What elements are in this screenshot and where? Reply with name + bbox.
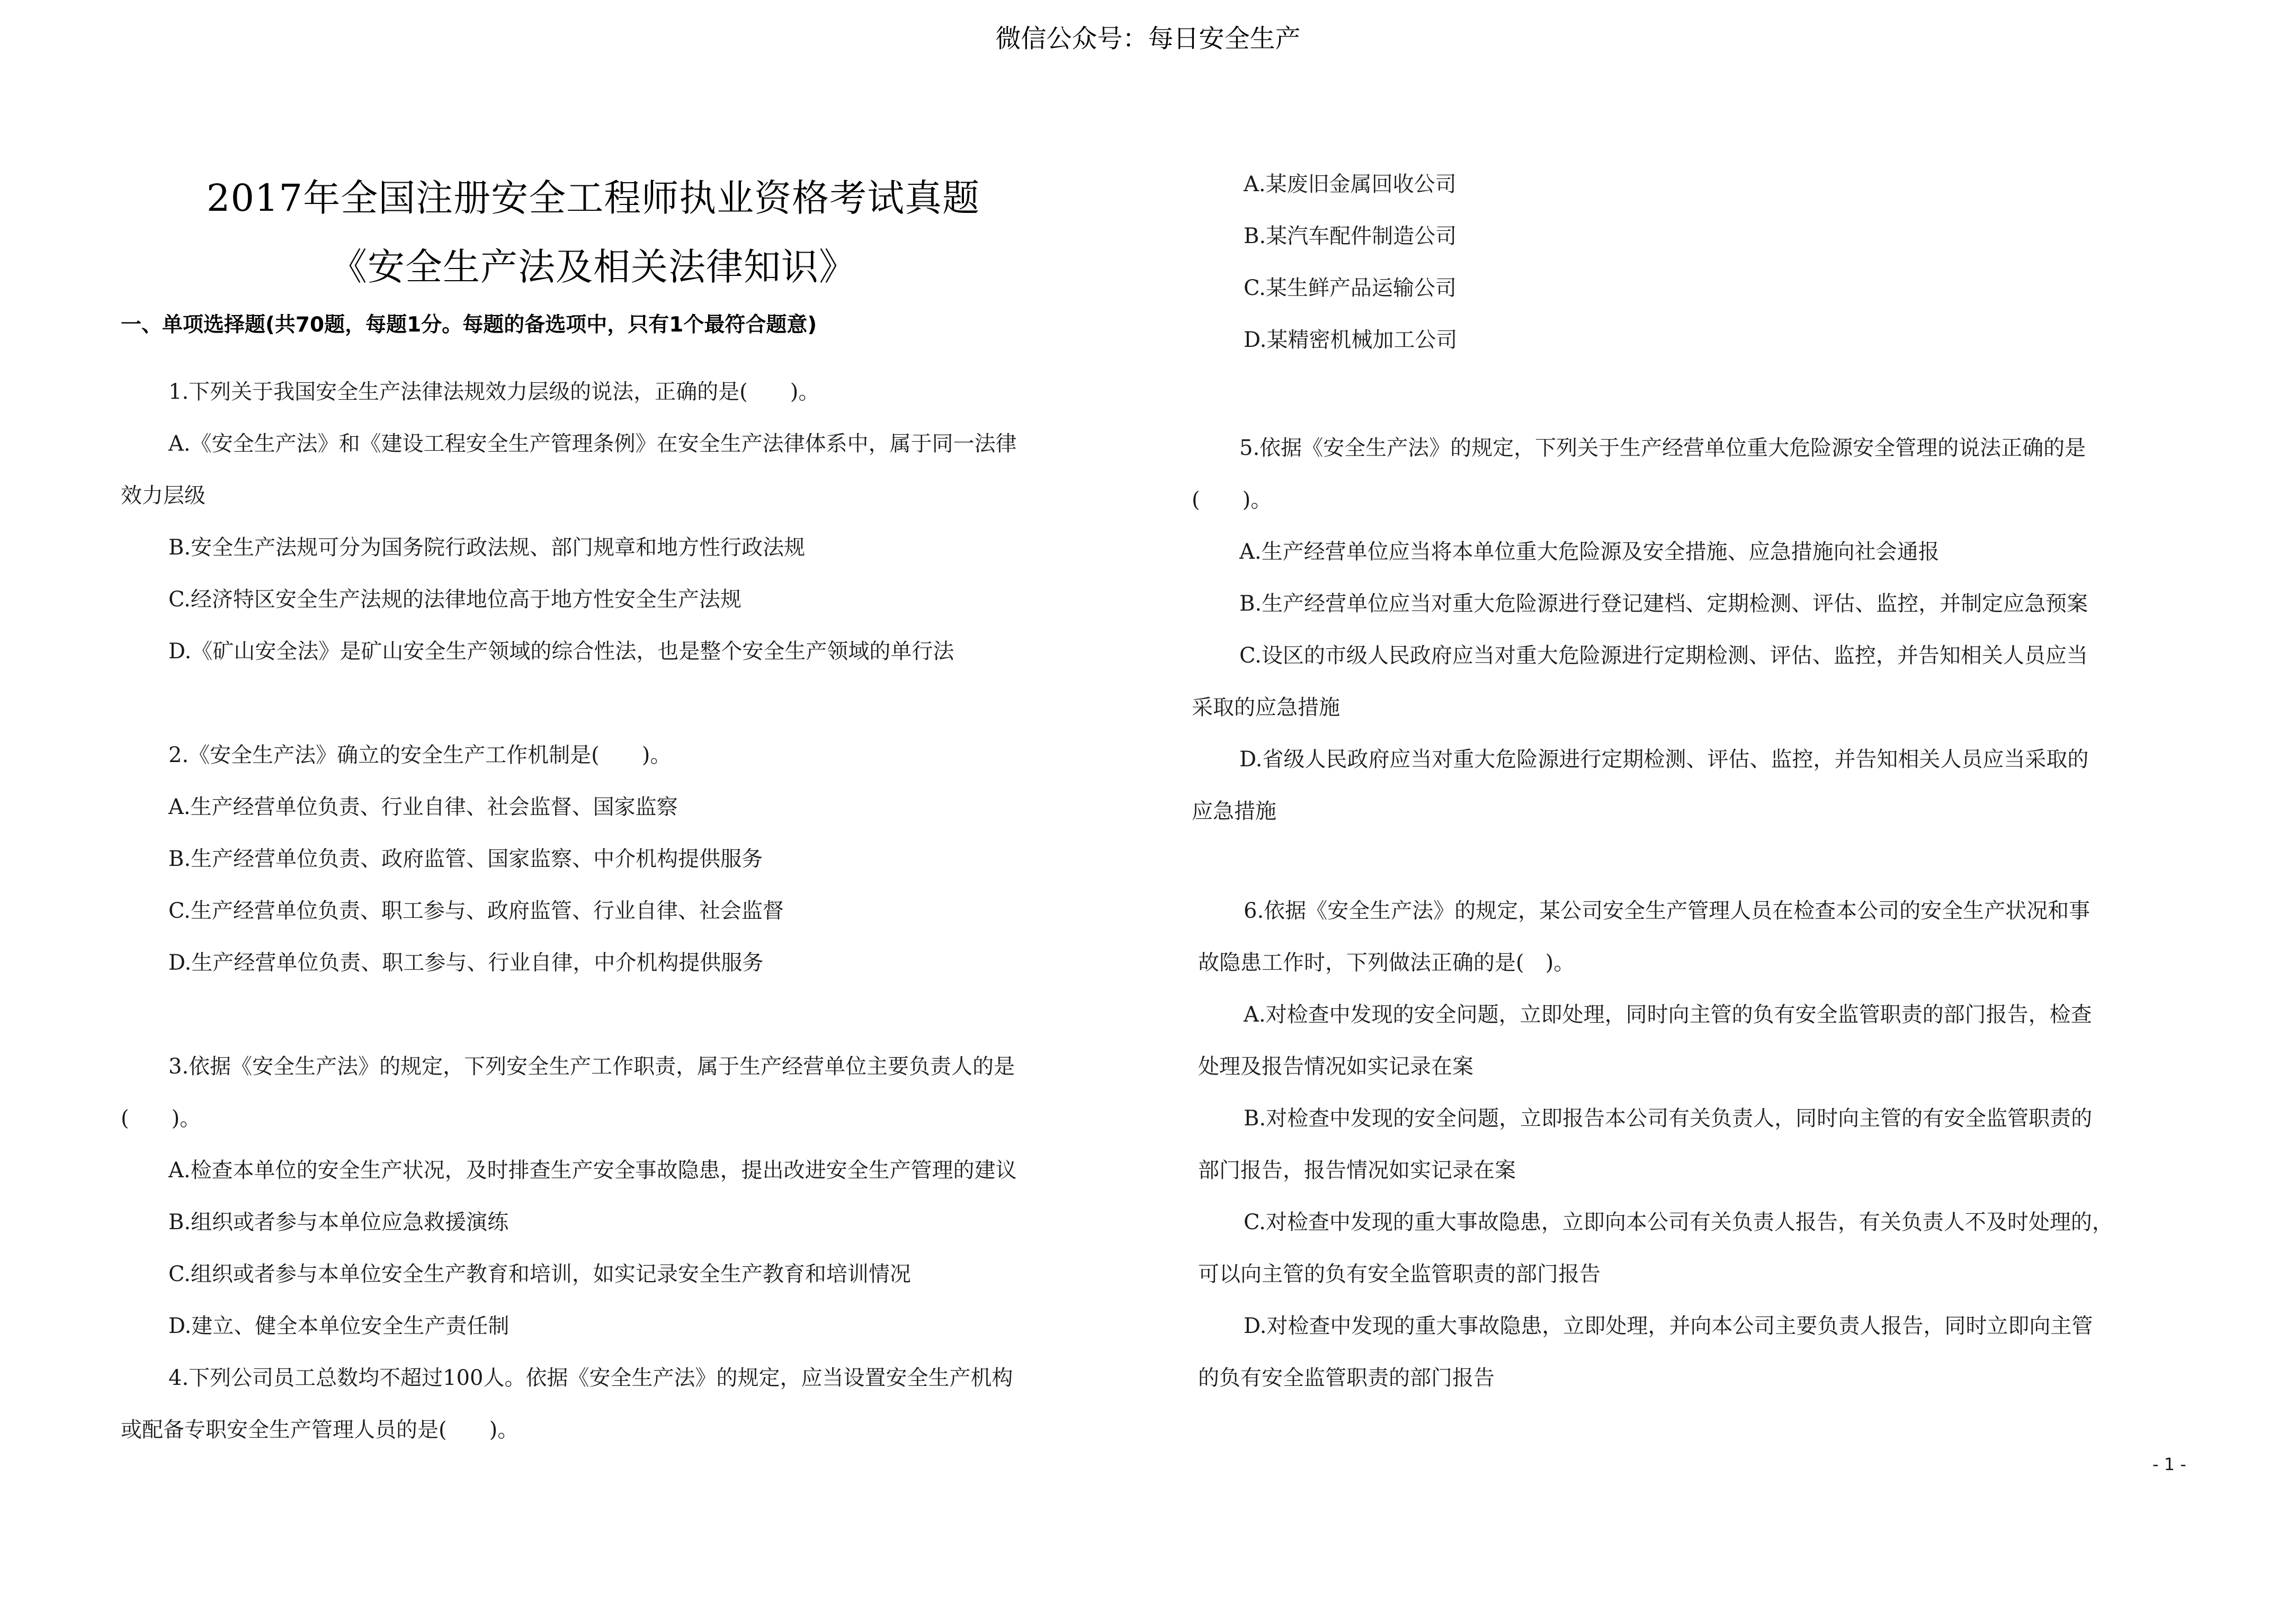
q6-option-b: B.对检查中发现的安全问题，立即报告本公司有关负责人，同时向主管的有安全监管职责的 [1244,1106,2093,1131]
q6-option-d: D.对检查中发现的重大事故隐患，立即处理，并向本公司主要负责人报告，同时立即向主管 [1244,1314,2093,1338]
q6-option-d-cont: 的负有安全监管职责的部门报告 [1198,1366,1495,1390]
q6-option-c-cont: 可以向主管的负有安全监管职责的部门报告 [1198,1262,1601,1286]
q4-option-b: B.某汽车配件制造公司 [1244,224,1457,248]
q5-option-c: C.设区的市级人民政府应当对重大危险源进行定期检测、评估、监控，并告知相关人员应当 [1239,643,2088,668]
q3-stem: 3.依据《安全生产法》的规定，下列安全生产工作职责，属于生产经营单位主要负责人的是 [168,1054,1015,1079]
q1-option-c: C.经济特区安全生产法规的法律地位高于地方性安全生产法规 [168,587,741,612]
q6-option-a: A.对检查中发现的安全问题，立即处理，同时向主管的负有安全监管职责的部门报告，检查 [1244,1003,2092,1027]
q4-option-d: D.某精密机械加工公司 [1244,328,1458,352]
q6-stem: 6.依据《安全生产法》的规定，某公司安全生产管理人员在检查本公司的安全生产状况和事 [1244,899,2090,923]
exam-title: 2017年全国注册安全工程师执业资格考试真题 [206,176,980,220]
q2-option-b: B.生产经营单位负责、政府监管、国家监察、中介机构提供服务 [168,847,763,871]
q2-option-a: A.生产经营单位负责、行业自律、社会监督、国家监察 [168,795,678,819]
q6-stem-cont: 故隐患工作时，下列做法正确的是( )。 [1198,951,1575,975]
q2-option-d: D.生产经营单位负责、职工参与、行业自律，中介机构提供服务 [168,951,764,975]
q1-option-a-cont: 效力层级 [121,484,206,508]
q1-option-d: D.《矿山安全法》是矿山安全生产领域的综合性法，也是整个安全生产领域的单行法 [168,639,954,664]
q5-option-d: D.省级人民政府应当对重大危险源进行定期检测、评估、监控，并告知相关人员应当采取的 [1239,747,2089,772]
q4-stem-cont: 或配备专职安全生产管理人员的是( )。 [121,1418,519,1442]
q3-option-a: A.检查本单位的安全生产状况，及时排查生产安全事故隐患，提出改进安全生产管理的建议 [168,1158,1017,1183]
q2-option-c: C.生产经营单位负责、职工参与、政府监管、行业自律、社会监督 [168,899,784,923]
page-number: - 1 - [2152,1454,2186,1474]
q6-option-c: C.对检查中发现的重大事故隐患，立即向本公司有关负责人报告，有关负责人不及时处理的， [1244,1210,2113,1234]
q3-option-d: D.建立、健全本单位安全生产责任制 [168,1314,510,1338]
q3-stem-cont: ( )。 [121,1106,201,1131]
q5-option-d-cont: 应急措施 [1192,799,1276,824]
q2-stem: 2.《安全生产法》确立的安全生产工作机制是( )。 [168,743,672,767]
q6-option-b-cont: 部门报告，报告情况如实记录在案 [1198,1158,1516,1183]
q4-stem: 4.下列公司员工总数均不超过100人。依据《安全生产法》的规定，应当设置安全生产机构 [168,1366,1013,1390]
q5-option-a: A.生产经营单位应当将本单位重大危险源及安全措施、应急措施向社会通报 [1239,540,1940,564]
exam-subtitle: 《安全生产法及相关法律知识》 [330,245,856,289]
q5-stem-cont: ( )。 [1192,488,1272,512]
page-header: 微信公众号：每日安全生产 [995,24,1301,53]
q4-option-c: C.某生鲜产品运输公司 [1244,276,1457,300]
section-heading: 一、单项选择题(共70题，每题1分。每题的备选项中，只有1个最符合题意) [121,313,817,337]
q3-option-b: B.组织或者参与本单位应急救援演练 [168,1210,509,1234]
q1-stem: 1.下列关于我国安全生产法律法规效力层级的说法，正确的是( )。 [168,380,820,404]
q5-option-b: B.生产经营单位应当对重大危险源进行登记建档、定期检测、评估、监控，并制定应急预案 [1239,592,2088,616]
q5-option-c-cont: 采取的应急措施 [1192,695,1340,720]
q6-option-a-cont: 处理及报告情况如实记录在案 [1198,1054,1473,1079]
q3-option-c: C.组织或者参与本单位安全生产教育和培训，如实记录安全生产教育和培训情况 [168,1262,911,1286]
q1-option-a: A.《安全生产法》和《建设工程安全生产管理条例》在安全生产法律体系中，属于同一法律 [168,432,1017,456]
q1-option-b: B.安全生产法规可分为国务院行政法规、部门规章和地方性行政法规 [168,535,806,560]
q4-option-a: A.某废旧金属回收公司 [1244,172,1457,196]
q5-stem: 5.依据《安全生产法》的规定，下列关于生产经营单位重大危险源安全管理的说法正确的是 [1239,436,2086,460]
